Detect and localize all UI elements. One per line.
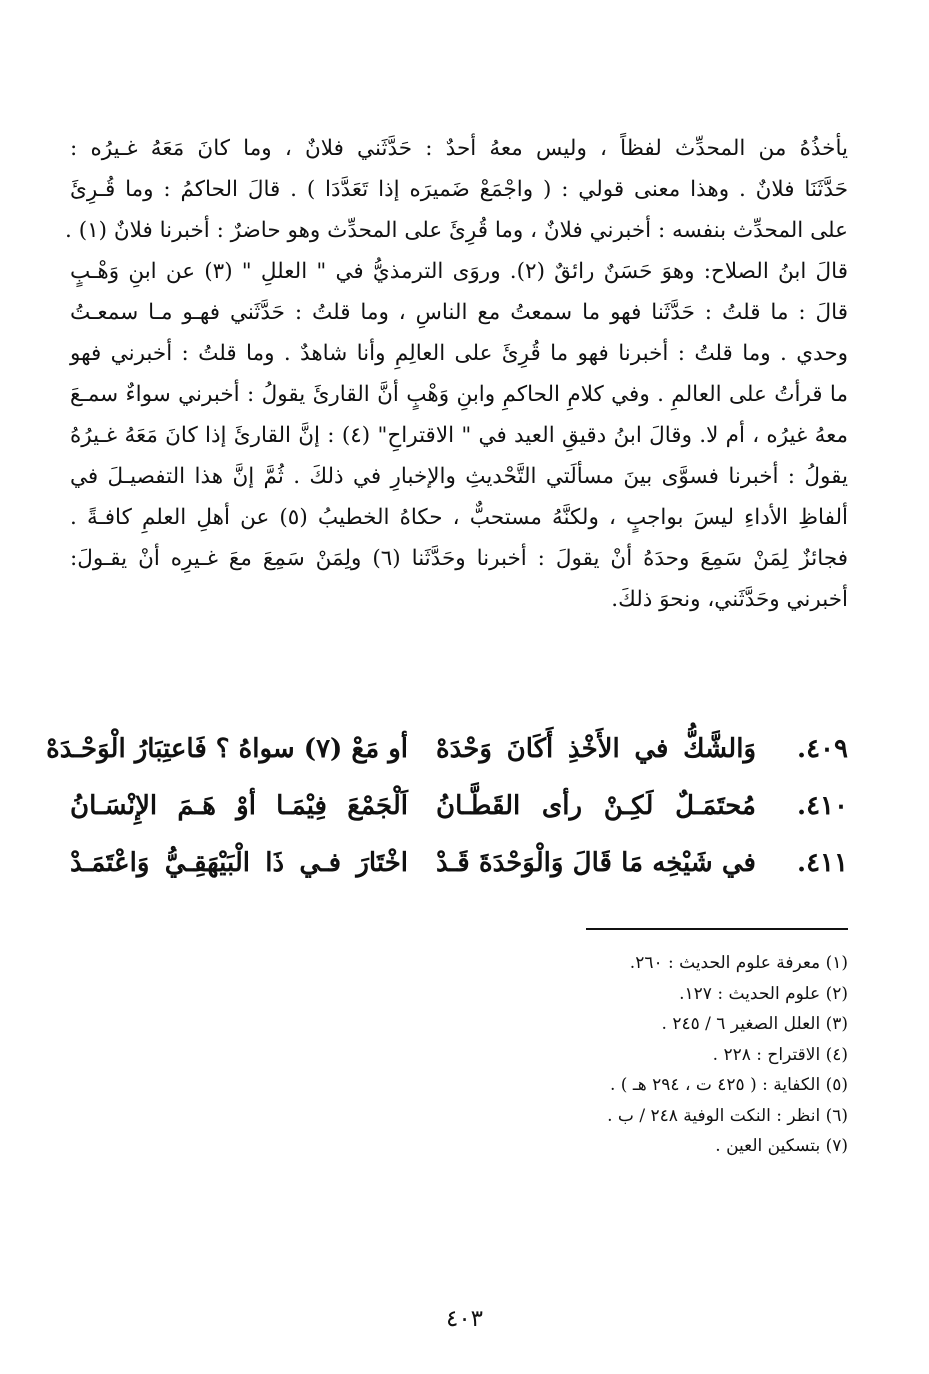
body-line: حَدَّثَنَا فلانٌ . وهذا معنى قولي : ( واجْمَعْ ضَميرَه إذا تَعَدَّدَا ) . قالَ الحاكمُ : وما قُـرِئَ: [70, 177, 848, 202]
footnote: (١) معرفة علوم الحديث : ٢٦٠.: [629, 953, 848, 973]
body-line: قالَ ابنُ الصلاح: وهوَ حَسَنٌ رائقٌ (٢). وروَى الترمذيُّ في " العللِ " (٣) عن ابنِ وَهْـبٍ: [70, 259, 848, 284]
body-line: يقولُ : أخبرنا فسوَّى بينَ مسألَتي التَّحْديثِ والإخبارِ في ذلكَ . ثُمَّ إنَّ هذا التفصيـلَ في: [70, 464, 848, 489]
body-line: قالَ : ما قلتُ : حَدَّثَنا فهو ما سمعتُ مع الناسِ ، وما قلتُ : حَدَّثَني فهـو مـا سمعـتُ: [70, 300, 848, 325]
footnotes: [288, 948, 848, 1162]
footnote: (٢) علوم الحديث : ١٢٧.: [679, 983, 848, 1004]
footnote-separator: [586, 928, 848, 930]
body-text: [65, 128, 848, 620]
page-number: ٤٠٣: [445, 1306, 484, 1332]
body-line: فجائزٌ لِمَنْ سَمِعَ وحدَهُ أنْ يقولَ : أخبرنا وحَدَّثَنا (٦) ولِمَنْ سَمِعَ معَ غـيرِه أنْ يقـولَ:: [70, 546, 848, 571]
verse: [46, 726, 848, 783]
verse: [70, 783, 848, 840]
footnote: (٦) انظر : النكت الوفية ٢٤٨ / ب .: [607, 1105, 848, 1126]
footnote: (٧) بتسكين العين .: [715, 1136, 848, 1156]
body-line: معهُ غيرُه ، أم لا. وقالَ ابنُ دقيقِ العيد في " الاقتراحِ" (٤) : إنَّ القارئَ إذا كانَ مَعَهُ غـيرُهُ: [70, 423, 848, 448]
verse-second-hemistich: اَلْجَمْعَ فِيْمَـا أوْ هَـمَ الإِنْسَـانُ: [70, 791, 408, 821]
verse: [70, 840, 848, 897]
body-line: يأخذُهُ من المحدِّث لفظاً ، وليس معهُ أحدٌ : حَدَّثَني فلانٌ ، وما كانَ مَعَهُ غـيرُه :: [70, 136, 848, 161]
verse-first-hemistich: في شَيْخِه مَا قَالَ وَالْوَحْدَةَ قَـدْ: [436, 848, 756, 878]
verse-number: ٤٠٩.: [797, 734, 848, 764]
body-line: وحدي . وما قلتُ : أخبرنا فهو ما قُرِئَ على العالِمِ وأنا شاهدٌ . وما قلتُ : أخبرني فهو: [70, 341, 848, 366]
verse-number: ٤١١.: [797, 848, 848, 878]
poem-verses: [46, 726, 848, 897]
footnote: (٤) الاقتراح : ٢٢٨ .: [712, 1044, 848, 1065]
verse-second-hemistich: اخْتَارَ فـي ذَا الْبَيْهَقِـيُّ وَاعْتَمَـدْ: [70, 848, 408, 878]
footnote: (٥) الكفاية : ( ٤٢٥ ت ، ٢٩٤ هـ ) .: [609, 1075, 848, 1095]
verse-number: ٤١٠.: [797, 791, 848, 821]
body-line: ألفاظِ الأداءِ ليسَ بواجبٍ ، ولكنَّهُ مستحبٌّ ، حكاهُ الخطيبُ (٥) عن أهلِ العلمِ كافـةً .: [70, 505, 848, 530]
verse-first-hemistich: مُحتَمَـلٌ لَكِـنْ رأى القَطَّـانُ: [436, 791, 756, 821]
body-line: أخبرني وحَدَّثَني، ونحوَ ذلكَ.: [611, 587, 848, 612]
footnote: (٣) العلل الصغير ٦ / ٢٤٥ .: [661, 1014, 848, 1034]
body-line: ما قرأتُ على العالمِ . وفي كلامِ الحاكمِ وابنِ وَهْبٍ أنَّ القارئَ يقولُ : أخبرني سواءٌ سمـعَ: [70, 382, 848, 407]
verse-first-hemistich: وَالشَّكُّ في الأَخْذِ أَكَانَ وَحْدَهْ: [436, 734, 756, 764]
verse-second-hemistich: أو مَعْ (٧) سواهُ ؟ فَاعتِبَارُ الْوَحْـدَهْ: [46, 734, 408, 764]
body-line: على المحدِّث بنفسه : أخبرني فلانٌ ، وما قُرِئَ على المحدِّث وهو حاضرٌ : أخبرنا فلانٌ (١) .: [65, 218, 848, 243]
